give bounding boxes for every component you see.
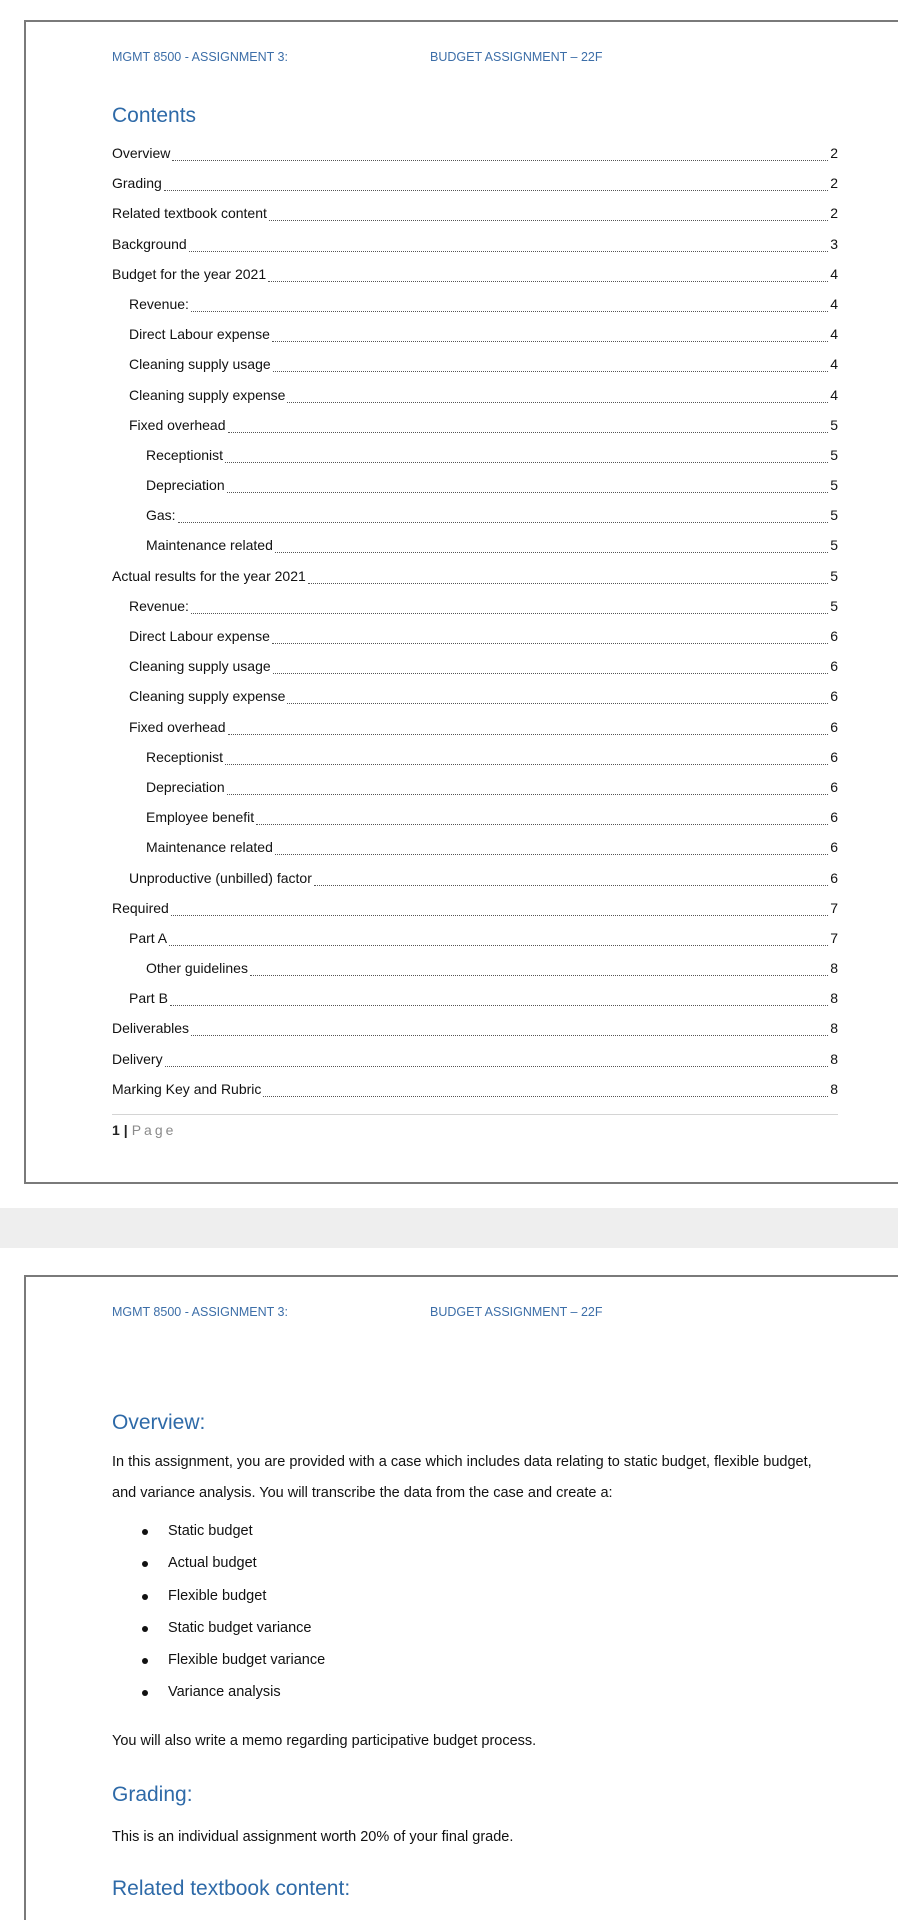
toc-entry[interactable] [112, 477, 838, 507]
toc-entry-label: Depreciation [146, 477, 225, 494]
toc-leader-dots [308, 571, 828, 584]
toc-entry-page: 6 [830, 778, 838, 795]
deliverable-bullet-list [112, 1523, 812, 1717]
toc-entry[interactable] [112, 1051, 838, 1081]
bullet-icon [142, 1594, 148, 1600]
document-page-2 [24, 1275, 898, 1920]
toc-entry-page: 5 [830, 416, 838, 433]
toc-entry-label: Marking Key and Rubric [112, 1080, 262, 1097]
toc-entry-page: 6 [830, 718, 838, 735]
toc-entry-label: Maintenance related [146, 537, 273, 554]
toc-leader-dots [272, 631, 828, 644]
toc-entry[interactable] [112, 598, 838, 628]
toc-entry-label: Overview [112, 145, 171, 161]
toc-entry[interactable] [112, 568, 838, 598]
toc-entry-label: Delivery [112, 1050, 163, 1067]
toc-leader-dots [269, 208, 828, 221]
toc-leader-dots [268, 269, 828, 282]
toc-entry-label: Employee benefit [146, 809, 255, 826]
bullet-icon [142, 1529, 148, 1535]
toc-leader-dots [275, 540, 828, 553]
toc-entry[interactable] [112, 1081, 838, 1111]
toc-leader-dots [272, 329, 828, 342]
list-item [112, 1588, 812, 1620]
toc-entry-label: Direct Labour expense [129, 628, 270, 644]
toc-entry[interactable] [112, 870, 838, 900]
page-gap [0, 1208, 898, 1248]
toc-entry-page: 3 [830, 235, 838, 252]
toc-leader-dots [225, 752, 828, 765]
toc-leader-dots [227, 480, 828, 493]
toc-entry[interactable] [112, 1020, 838, 1050]
toc-entry-page: 8 [830, 1020, 838, 1037]
toc-leader-dots [165, 1054, 828, 1067]
toc-entry-page: 6 [830, 658, 838, 675]
list-item [112, 1555, 812, 1587]
toc-entry-label: Background [112, 235, 187, 252]
toc-entry-page: 5 [830, 507, 838, 524]
list-item [112, 1620, 812, 1652]
toc-leader-dots [164, 178, 828, 191]
toc-entry-label: Other guidelines [146, 960, 248, 977]
toc-entry-label: Direct Labour expense [129, 326, 270, 343]
toc-leader-dots [228, 722, 828, 735]
toc-leader-dots [287, 390, 828, 403]
list-item-text: Static budget [168, 1523, 253, 1539]
list-item-text: Actual budget [168, 1555, 257, 1572]
toc-entry-page: 8 [830, 1050, 838, 1067]
toc-entry-label: Required [112, 899, 169, 916]
toc-entry-page: 8 [830, 1080, 838, 1097]
toc-entry[interactable] [112, 930, 838, 960]
list-item-text: Static budget variance [168, 1619, 312, 1636]
toc-entry-label: Deliverables [112, 1020, 190, 1037]
toc-entry-page: 2 [830, 145, 838, 161]
document-page-1 [24, 20, 898, 1184]
toc-entry-label: Revenue: [129, 597, 189, 614]
bullet-icon [142, 1658, 148, 1664]
header-assignment-title: BUDGET ASSIGNMENT – 22F [430, 1305, 603, 1319]
table-of-contents [112, 145, 838, 1111]
toc-entry-page: 6 [830, 628, 838, 644]
toc-leader-dots [273, 661, 828, 674]
toc-entry[interactable] [112, 296, 838, 326]
toc-entry[interactable] [112, 387, 838, 417]
toc-entry[interactable] [112, 205, 838, 235]
toc-entry-label: Fixed overhead [129, 718, 226, 735]
page-footer [112, 1122, 176, 1138]
toc-leader-dots [169, 933, 828, 946]
toc-entry[interactable] [112, 749, 838, 779]
toc-entry-page: 5 [830, 597, 838, 614]
toc-entry-page: 8 [830, 960, 838, 977]
toc-entry-label: Depreciation [146, 778, 225, 795]
toc-entry[interactable] [112, 809, 838, 839]
toc-entry-page: 4 [830, 356, 838, 373]
toc-entry[interactable] [112, 839, 838, 869]
toc-entry[interactable] [112, 326, 838, 356]
toc-entry[interactable] [112, 507, 838, 537]
toc-entry-label: Gas: [146, 507, 176, 524]
bullet-icon [142, 1626, 148, 1632]
list-item-text: Variance analysis [168, 1684, 281, 1701]
page-header [112, 1305, 812, 1325]
toc-entry-page: 8 [830, 990, 838, 1007]
related-textbook-heading: Related textbook content: [112, 1877, 351, 1900]
toc-entry-page: 7 [830, 899, 838, 916]
toc-entry[interactable] [112, 266, 838, 296]
toc-entry-page: 5 [830, 537, 838, 554]
toc-entry-page: 6 [830, 809, 838, 826]
toc-entry-label: Grading [112, 175, 162, 192]
toc-entry[interactable] [112, 779, 838, 809]
toc-entry-page: 5 [830, 477, 838, 494]
toc-entry-label: Receptionist [146, 748, 224, 765]
toc-leader-dots [191, 299, 828, 312]
grading-paragraph: This is an individual assignment worth 20% of your final grade. [112, 1829, 514, 1845]
toc-entry[interactable] [112, 175, 838, 205]
toc-entry[interactable] [112, 628, 838, 658]
toc-leader-dots [275, 842, 828, 855]
toc-leader-dots [225, 450, 828, 463]
toc-leader-dots [314, 873, 828, 886]
toc-entry-page: 2 [830, 205, 838, 222]
toc-entry[interactable] [112, 236, 838, 266]
toc-entry-label: Part B [129, 990, 168, 1007]
header-assignment-title: BUDGET ASSIGNMENT – 22F [430, 50, 603, 64]
toc-entry-label: Actual results for the year 2021 [112, 567, 306, 584]
toc-leader-dots [170, 993, 828, 1006]
toc-entry[interactable] [112, 990, 838, 1020]
toc-leader-dots [250, 963, 828, 976]
list-item [112, 1652, 812, 1684]
toc-leader-dots [171, 903, 828, 916]
toc-entry[interactable] [112, 145, 838, 175]
toc-leader-dots [172, 148, 828, 161]
toc-entry-label: Maintenance related [146, 839, 273, 856]
toc-leader-dots [256, 812, 828, 825]
toc-entry-page: 4 [830, 326, 838, 343]
bullet-icon [142, 1561, 148, 1567]
toc-leader-dots [191, 601, 828, 614]
toc-entry[interactable] [112, 719, 838, 749]
toc-leader-dots [273, 359, 828, 372]
memo-paragraph: You will also write a memo regarding participative budget process. [112, 1733, 537, 1749]
toc-entry-label: Cleaning supply usage [129, 658, 271, 675]
toc-leader-dots [228, 420, 828, 433]
toc-entry-label: Related textbook content [112, 205, 267, 222]
footer-divider [112, 1114, 838, 1115]
toc-leader-dots [189, 239, 828, 252]
toc-entry[interactable] [112, 960, 838, 990]
toc-entry-label: Cleaning supply expense [129, 688, 286, 705]
toc-entry[interactable] [112, 447, 838, 477]
toc-entry-page: 4 [830, 386, 838, 403]
toc-entry-page: 6 [830, 839, 838, 856]
toc-entry-page: 4 [830, 265, 838, 282]
toc-entry-page: 7 [830, 929, 838, 946]
toc-entry-label: Cleaning supply expense [129, 386, 286, 403]
toc-entry-label: Receptionist [146, 446, 224, 463]
toc-entry-label: Fixed overhead [129, 416, 226, 433]
toc-entry-page: 2 [830, 175, 838, 192]
list-item [112, 1684, 812, 1716]
toc-entry[interactable] [112, 356, 838, 386]
toc-entry-page: 6 [830, 748, 838, 765]
toc-entry[interactable] [112, 537, 838, 567]
toc-leader-dots [178, 510, 828, 523]
toc-entry-page: 5 [830, 446, 838, 463]
toc-entry-page: 4 [830, 295, 838, 312]
list-item-text: Flexible budget [168, 1587, 267, 1604]
toc-entry[interactable] [112, 658, 838, 688]
toc-entry-label: Cleaning supply usage [129, 356, 271, 373]
toc-entry[interactable] [112, 688, 838, 718]
toc-title: Contents [112, 104, 197, 127]
toc-entry-label: Budget for the year 2021 [112, 265, 267, 282]
overview-paragraph: In this assignment, you are provided with a case which includes data relating to static budget, flexible budget, and variance analysis. You will transcribe the data from the case and create a: [112, 1454, 812, 1501]
toc-entry-label: Revenue: [129, 295, 189, 312]
toc-entry[interactable] [112, 417, 838, 447]
toc-leader-dots [263, 1084, 828, 1097]
toc-entry-page: 6 [830, 869, 838, 886]
footer-page-label: Page [131, 1122, 177, 1138]
header-course-code: MGMT 8500 - ASSIGNMENT 3: [112, 50, 288, 64]
list-item-text: Flexible budget variance [168, 1652, 326, 1669]
toc-leader-dots [287, 691, 828, 704]
page-header [112, 50, 812, 70]
footer-separator: | [123, 1122, 128, 1138]
toc-leader-dots [227, 782, 828, 795]
bullet-icon [142, 1690, 148, 1696]
toc-entry-label: Part A [129, 929, 168, 946]
list-item [112, 1523, 812, 1555]
toc-entry-page: 6 [830, 688, 838, 705]
toc-entry[interactable] [112, 900, 838, 930]
grading-heading: Grading: [112, 1783, 193, 1806]
toc-entry-label: Unproductive (unbilled) factor [129, 869, 312, 886]
toc-entry-page: 5 [830, 567, 838, 584]
header-course-code: MGMT 8500 - ASSIGNMENT 3: [112, 1305, 288, 1319]
overview-heading: Overview: [112, 1411, 206, 1434]
footer-page-number: 1 [112, 1122, 120, 1138]
toc-leader-dots [191, 1023, 828, 1036]
